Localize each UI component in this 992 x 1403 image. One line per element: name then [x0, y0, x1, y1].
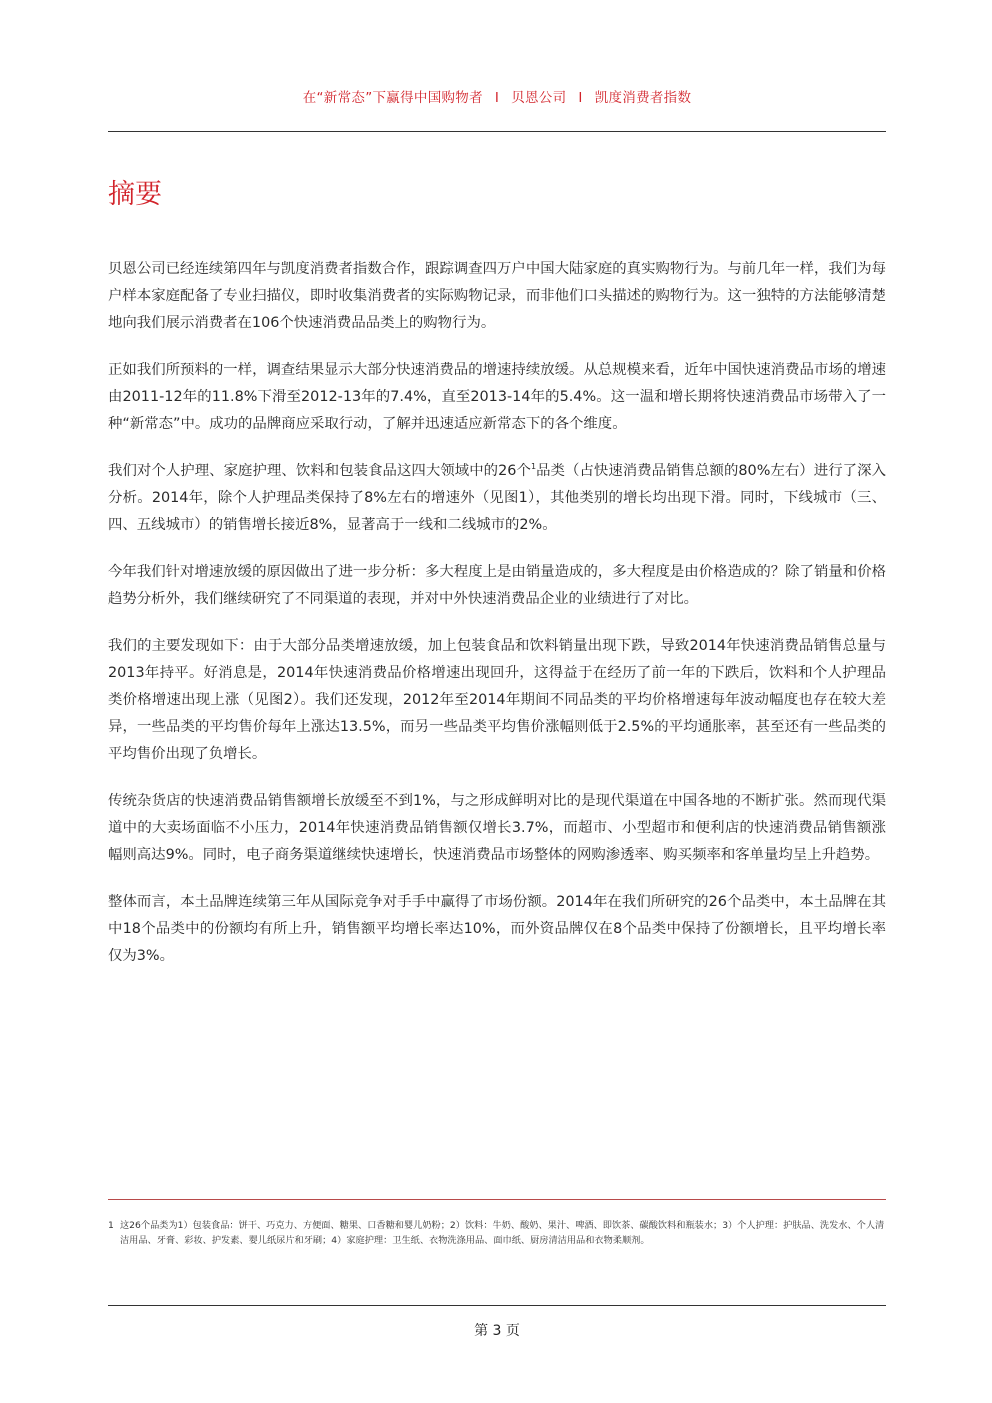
header-separator: I — [494, 90, 500, 106]
paragraph: 整体而言，本土品牌连续第三年从国际竞争对手手中赢得了市场份额。2014年在我们所研究的26个品类中，本土品牌在其中18个品类中的份额均有所上升，销售额平均增长率达10%，而外资品牌仅在8个品类中保持了份额增长，且平均增长率仅为3%。 — [108, 894, 886, 964]
paragraph-rest: 品类（占快速消费品销售总额的80%左右）进行了深入分析。2014年，除个人护理品类保持了8%左右的增速外（见图1），其他类别的增长均出现下滑。同时，下线城市（三、四、五线城市）的销售增长接近8%，显著高于一线和二线城市的2%。 — [108, 463, 886, 533]
body-text — [108, 256, 886, 990]
footnote-divider — [108, 1199, 886, 1200]
paragraph-start: 我们对个人护理、家庭护理、饮料和包装食品这四大领域中的26个 — [108, 463, 531, 479]
header-divider — [108, 131, 886, 132]
paragraph: 传统杂货店的快速消费品销售额增长放缓至不到1%，与之形成鲜明对比的是现代渠道在中国各地的不断扩张。然而现代渠道中的大卖场面临不小压力，2014年快速消费品销售额仅增长3.7%，而超市、小型超市和便利店的快速消费品销售额涨幅则高达9%。同时，电子商务渠道继续快速增长，快速消费品市场整体的网购渗透率、购买频率和客单量均呈上升趋势。 — [108, 793, 886, 863]
footnote-number: 1 — [108, 1220, 114, 1231]
footnote-reference[interactable]: 1 — [530, 462, 537, 472]
header-partner: 凯度消费者指数 — [594, 90, 692, 106]
running-header — [108, 86, 886, 106]
paragraph: 正如我们所预料的一样，调查结果显示大部分快速消费品的增速持续放缓。从总规模来看，近年中国快速消费品市场的增速由2011-12年的11.8%下滑至2012-13年的7.4%，直至2013-14年的5.4%。这一温和增长期将快速消费品市场带入了一种“新常态”中。成功的品牌商应采取行动，了解并迅速适应新常态下的各个维度。 — [108, 362, 886, 432]
header-separator: I — [578, 90, 583, 106]
paragraph: 贝恩公司已经连续第四年与凯度消费者指数合作，跟踪调查四万户中国大陆家庭的真实购物行为。与前几年一样，我们为每户样本家庭配备了专业扫描仪，即时收集消费者的实际购物记录，而非他们口头描述的购物行为。这一独特的方法能够清楚地向我们展示消费者在106个快速消费品品类上的购物行为。 — [108, 261, 886, 331]
header-report-title: 在“新常态”下赢得中国购物者 — [302, 90, 483, 106]
header-company: 贝恩公司 — [511, 90, 567, 106]
footnote — [108, 1218, 886, 1248]
footnote-text: 这26个品类为1）包装食品：饼干、巧克力、方便面、糖果、口香糖和婴儿奶粉；2）饮料：牛奶、酸奶、果汁、啤酒、即饮茶、碳酸饮料和瓶装水；3）个人护理：护肤品、洗发水、个人清洁用品、牙膏、彩妆、护发素、婴儿纸尿片和牙刷；4）家庭护理：卫生纸、衣物洗涤用品、面巾纸、厨房清洁用品和衣物柔顺剂。 — [120, 1220, 885, 1246]
paragraph: 今年我们针对增速放缓的原因做出了进一步分析：多大程度上是由销量造成的，多大程度是由价格造成的？除了销量和价格趋势分析外，我们继续研究了不同渠道的表现，并对中外快速消费品企业的业绩进行了对比。 — [108, 564, 886, 607]
paragraph: 我们的主要发现如下：由于大部分品类增速放缓，加上包装食品和饮料销量出现下跌，导致2014年快速消费品销售总量与2013年持平。好消息是，2014年快速消费品价格增速出现回升，这得益于在经历了前一年的下跌后，饮料和个人护理品类价格增速出现上涨（见图2）。我们还发现，2012年至2014年期间不同品类的平均价格增速每年波动幅度也存在较大差异，一些品类的平均售价每年上涨达13.5%，而另一些品类平均售价涨幅则低于2.5%的平均通胀率，甚至还有一些品类的平均售价出现了负增长。 — [108, 638, 886, 762]
page-number: 第 3 页 — [474, 1323, 520, 1339]
paragraph — [108, 458, 886, 539]
section-title: 摘要 — [108, 179, 162, 210]
footer-divider — [108, 1305, 886, 1306]
